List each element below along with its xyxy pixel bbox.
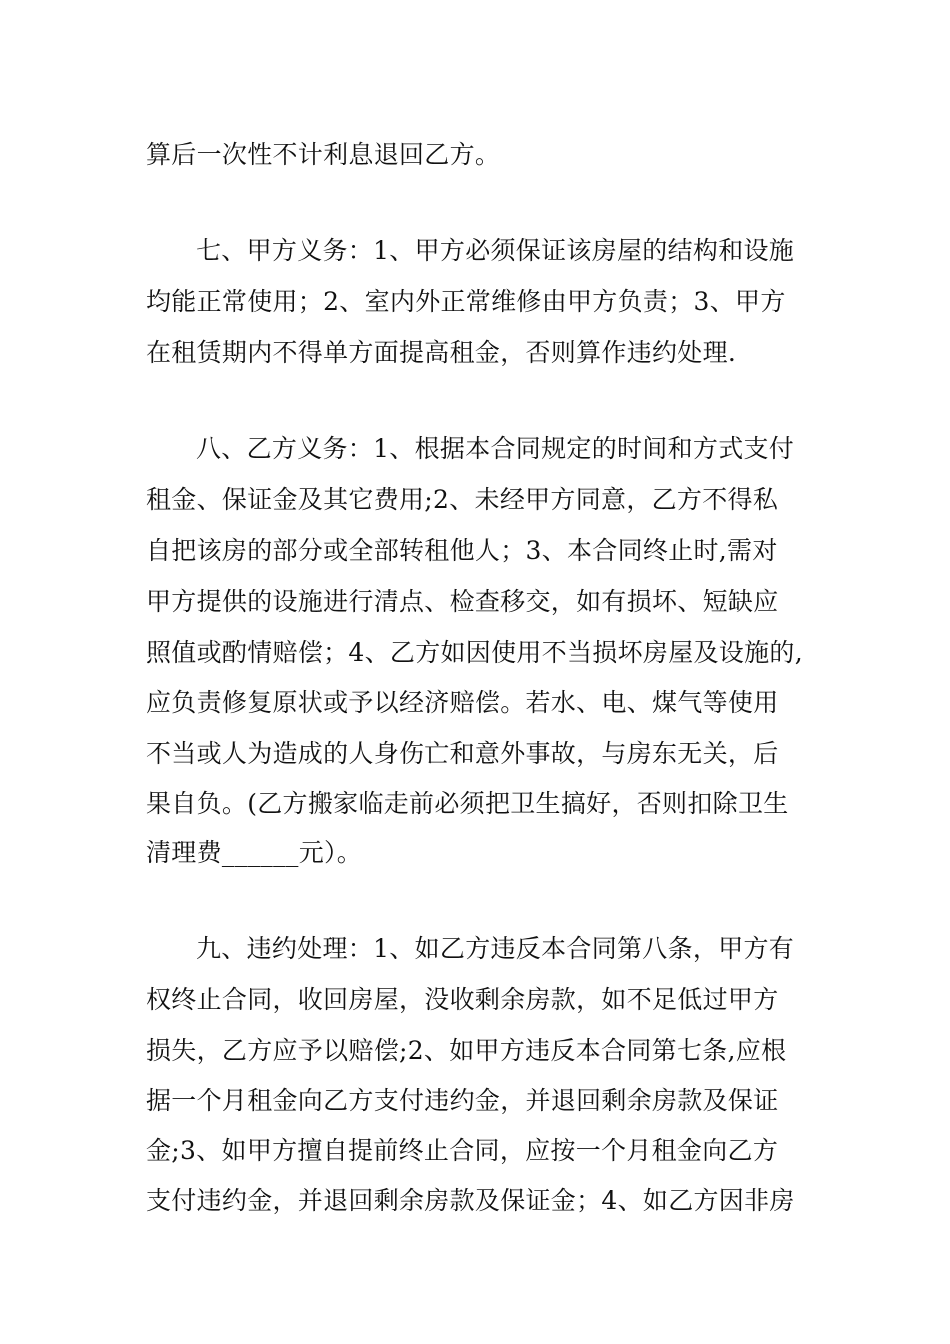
paragraph-line: 不当或人为造成的人身伤亡和意外事故，与房东无关，后 [146, 739, 779, 768]
paragraph-line: 果自负。(乙方搬家临走前必须把卫生搞好，否则扣除卫生 [146, 789, 789, 818]
paragraph-line: 租金、保证金及其它费用;2、未经甲方同意，乙方不得私 [146, 485, 779, 514]
paragraph-line: 支付违约金，并退回剩余房款及保证金；4、如乙方因非房 [146, 1186, 795, 1215]
paragraph-line: 甲方提供的设施进行清点、检查移交，如有损坏、短缺应 [146, 587, 779, 616]
paragraph-line: 清理费______元）。 [146, 838, 363, 867]
paragraph-line: 权终止合同，收回房屋，没收剩余房款，如不足低过甲方 [146, 985, 779, 1014]
paragraph-line: 八、乙方义务：1、根据本合同规定的时间和方式支付 [196, 434, 795, 463]
paragraph-line: 在租赁期内不得单方面提高租金，否则算作违约处理. [146, 338, 737, 367]
paragraph-line: 均能正常使用；2、室内外正常维修由甲方负责；3、甲方 [146, 287, 786, 316]
paragraph-line: 金;3、如甲方擅自提前终止合同，应按一个月租金向乙方 [146, 1136, 779, 1165]
paragraph-line: 据一个月租金向乙方支付违约金，并退回剩余房款及保证 [146, 1086, 779, 1115]
paragraph-line: 应负责修复原状或予以经济赔偿。若水、电、煤气等使用 [146, 688, 779, 717]
paragraph-line: 算后一次性不计利息退回乙方。 [146, 140, 501, 169]
paragraph-line: 损失，乙方应予以赔偿;2、如甲方违反本合同第七条,应根 [146, 1036, 787, 1065]
paragraph-line: 七、甲方义务：1、甲方必须保证该房屋的结构和设施 [196, 236, 795, 265]
paragraph-line: 自把该房的部分或全部转租他人；3、本合同终止时,需对 [146, 536, 778, 565]
paragraph-line: 照值或酌情赔偿；4、乙方如因使用不当损坏房屋及设施的, [146, 638, 803, 667]
paragraph-line: 九、违约处理：1、如乙方违反本合同第八条，甲方有 [196, 934, 795, 963]
